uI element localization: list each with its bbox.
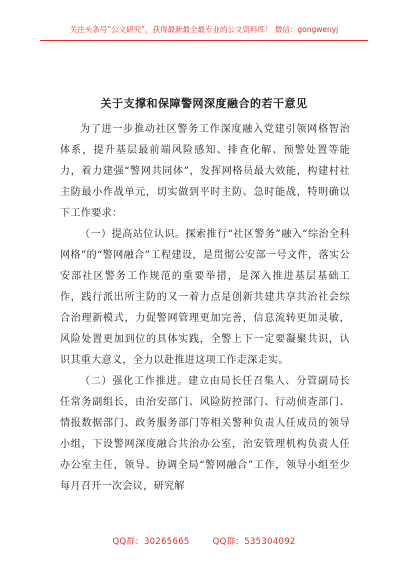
document-body — [60, 119, 350, 497]
header-divider — [40, 40, 368, 41]
promo-header: 关注头条号“公文研究”，获得最新最全最专业的公文资料库！ 微信：gongwenyj — [69, 25, 339, 34]
paragraph-intro: 为了进一步推动社区警务工作深度融入党建引领网格智治体系，提升基层最前端风险感知、排查化解、预警处置等能力，着力建强“警网共同体”，发挥网格员最大效能，构建村社主防最小作战单元，切实做到平时主防、急时能战，特明确以下工作要求： — [60, 124, 350, 219]
qq-group-1: QQ群：30265665 — [112, 537, 190, 547]
footer-contacts — [0, 535, 408, 547]
document-title: 关于支撑和保障警网深度融合的若干意见 — [100, 97, 308, 110]
paragraph-section-1: （一）提高站位认识。探索推行“社区警务”融入“综治全科网格”的“警网融合”工程建设，是贯彻公安部一号文件，落实公安部社区警务工作规范的重要举措，是深入推进基层基础工作，践行派出所主防的又一着力点是创新共建共享共治社会综合治理新模式，力促警网管理更加完善，信息流转更加灵敏，风险处置更加到位的具体实践，全警上下一定要凝聚共识，认识其重大意义，全力以赴推进这项工作走深走实。 — [60, 229, 350, 366]
qq-group-2: QQ群：535304092 — [212, 537, 296, 547]
paragraph-section-2: （二）强化工作推进。建立由局长任召集人、分管副局长任常务副组长，由治安部门、风险防控部门、行动侦查部门、情报数据部门、政务服务部门等相关警种负责人任成员的领导小组，下设警网深度融合共治办公室，治安管理机构负责人任办公室主任，领导、协调全局“警网融合”工作，领导小组至少每月召开一次会议，研究解 — [60, 376, 350, 492]
